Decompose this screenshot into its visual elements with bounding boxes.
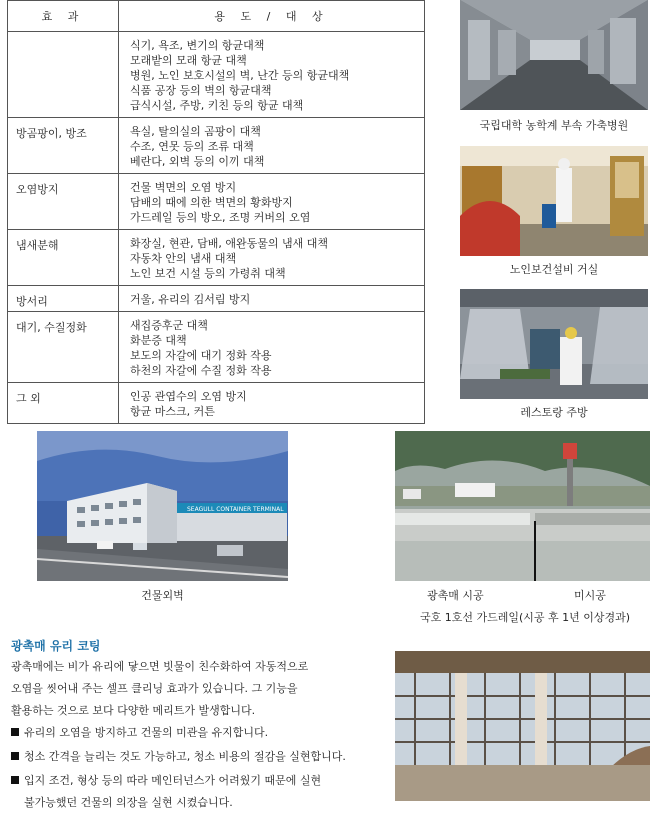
use-line: 노인 보건 시설 등의 가령취 대책 — [130, 267, 286, 280]
table-row — [8, 174, 425, 230]
building-exterior-photo — [37, 431, 288, 581]
use-line: 담배의 때에 의한 벽면의 황화방지 — [130, 196, 293, 209]
table-row — [8, 32, 425, 118]
bullet-square-icon — [11, 752, 19, 760]
use-line: 욕실, 탈의실의 곰팡이 대책 — [130, 125, 261, 138]
use-line: 인공 관엽수의 오염 방지 — [130, 390, 247, 403]
elderly-room-photo — [460, 146, 648, 256]
bullet-text: 청소 간격을 늘리는 것도 가능하고, 청소 비용의 절감을 실현합니다. — [24, 750, 346, 763]
use-line: 식품 공장 등의 벽의 항균대책 — [130, 84, 272, 97]
use-cell — [119, 230, 425, 286]
use-line: 거울, 유리의 김서림 방지 — [130, 293, 251, 306]
use-cell — [119, 118, 425, 174]
bullet-item — [11, 722, 268, 744]
use-line: 베란다, 외벽 등의 이끼 대책 — [130, 155, 265, 168]
use-line: 모래밭의 모래 항균 대책 — [130, 54, 247, 67]
effect-cell: 그 외 — [8, 383, 119, 424]
unapplied-caption: 미시공 — [574, 589, 606, 602]
bullet-text: 입지 조건, 형상 등의 따라 메인터넌스가 어려웠기 때문에 실현 — [24, 774, 322, 787]
use-line: 자동차 안의 냄새 대책 — [130, 252, 237, 265]
paragraph-line: 활용하는 것으로 보다 다양한 메리트가 발생합니다. — [11, 704, 256, 717]
applied-caption: 광촉매 시공 — [427, 589, 484, 602]
use-line: 식기, 욕조, 변기의 항균대책 — [130, 39, 265, 52]
use-line: 화장실, 현관, 담배, 애완동물의 냄새 대책 — [130, 237, 328, 250]
use-line: 병원, 노인 보호시설의 벽, 난간 등의 항균대책 — [130, 69, 350, 82]
use-cell — [119, 32, 425, 118]
use-cell — [119, 383, 425, 424]
restaurant-kitchen-photo — [460, 289, 648, 399]
table-header-row — [8, 1, 425, 32]
effect-cell: 오염방지 — [8, 174, 119, 230]
header-use: 용 도 / 대 상 — [119, 1, 425, 32]
paragraph-line: 오염을 씻어내 주는 셀프 클리닝 효과가 있습니다. 그 기능을 — [11, 682, 298, 695]
terminal-sign-text: SEAGULL CONTAINER TERMINAL — [187, 506, 284, 513]
guardrail-caption: 국호 1호선 가드레일(시공 후 1년 이상경과) — [419, 611, 631, 624]
use-line: 수조, 연못 등의 조류 대책 — [130, 140, 254, 153]
building-exterior-caption: 건물외벽 — [141, 589, 184, 602]
header-effect: 효 과 — [8, 1, 119, 32]
elderly-room-caption: 노인보건설비 거실 — [509, 263, 599, 276]
use-cell — [119, 312, 425, 383]
table-row — [8, 230, 425, 286]
use-cell — [119, 286, 425, 312]
effect-cell: 냄새분해 — [8, 230, 119, 286]
table-row — [8, 312, 425, 383]
effect-cell: 대기, 수질정화 — [8, 312, 119, 383]
use-line: 가드레일 등의 방오, 조명 커버의 오염 — [130, 211, 311, 224]
use-line: 보도의 자갈에 대기 정화 작용 — [130, 349, 272, 362]
table-row — [8, 118, 425, 174]
use-line: 화분증 대책 — [130, 334, 187, 347]
bullet-item — [11, 746, 346, 768]
bullet-continuation: 불가능했던 건물의 의장을 실현 시켰습니다. — [24, 796, 233, 809]
use-line: 새집증후군 대책 — [130, 319, 208, 332]
effect-cell: 방곰팡이, 방조 — [8, 118, 119, 174]
use-line: 건물 벽면의 오염 방지 — [130, 181, 237, 194]
table-row — [8, 383, 425, 424]
effect-cell — [8, 32, 119, 118]
table-row — [8, 286, 425, 312]
bullet-item — [11, 770, 321, 792]
guardrail-photo — [395, 431, 650, 581]
effects-table — [7, 0, 425, 424]
bullet-square-icon — [11, 776, 19, 784]
use-line: 하천의 자갈에 수질 정화 작용 — [130, 364, 272, 377]
paragraph-line: 광촉매에는 비가 유리에 닿으면 빗물이 친수화하여 자동적으로 — [11, 660, 309, 673]
section-title: 광촉매 유리 코팅 — [11, 639, 101, 653]
restaurant-kitchen-caption: 레스토랑 주방 — [520, 406, 588, 419]
bullet-text: 유리의 오염을 방지하고 건물의 미관을 유지합니다. — [24, 726, 269, 739]
use-cell — [119, 174, 425, 230]
bullet-square-icon — [11, 728, 19, 736]
effect-cell: 방서리 — [8, 286, 119, 312]
hospital-caption: 국립대학 농학계 부속 가축병원 — [479, 119, 629, 132]
hospital-photo — [460, 0, 648, 110]
use-line: 급식시설, 주방, 키친 등의 항균 대책 — [130, 99, 304, 112]
use-line: 항균 마스크, 커튼 — [130, 405, 215, 418]
glass-atrium-photo — [395, 651, 650, 801]
